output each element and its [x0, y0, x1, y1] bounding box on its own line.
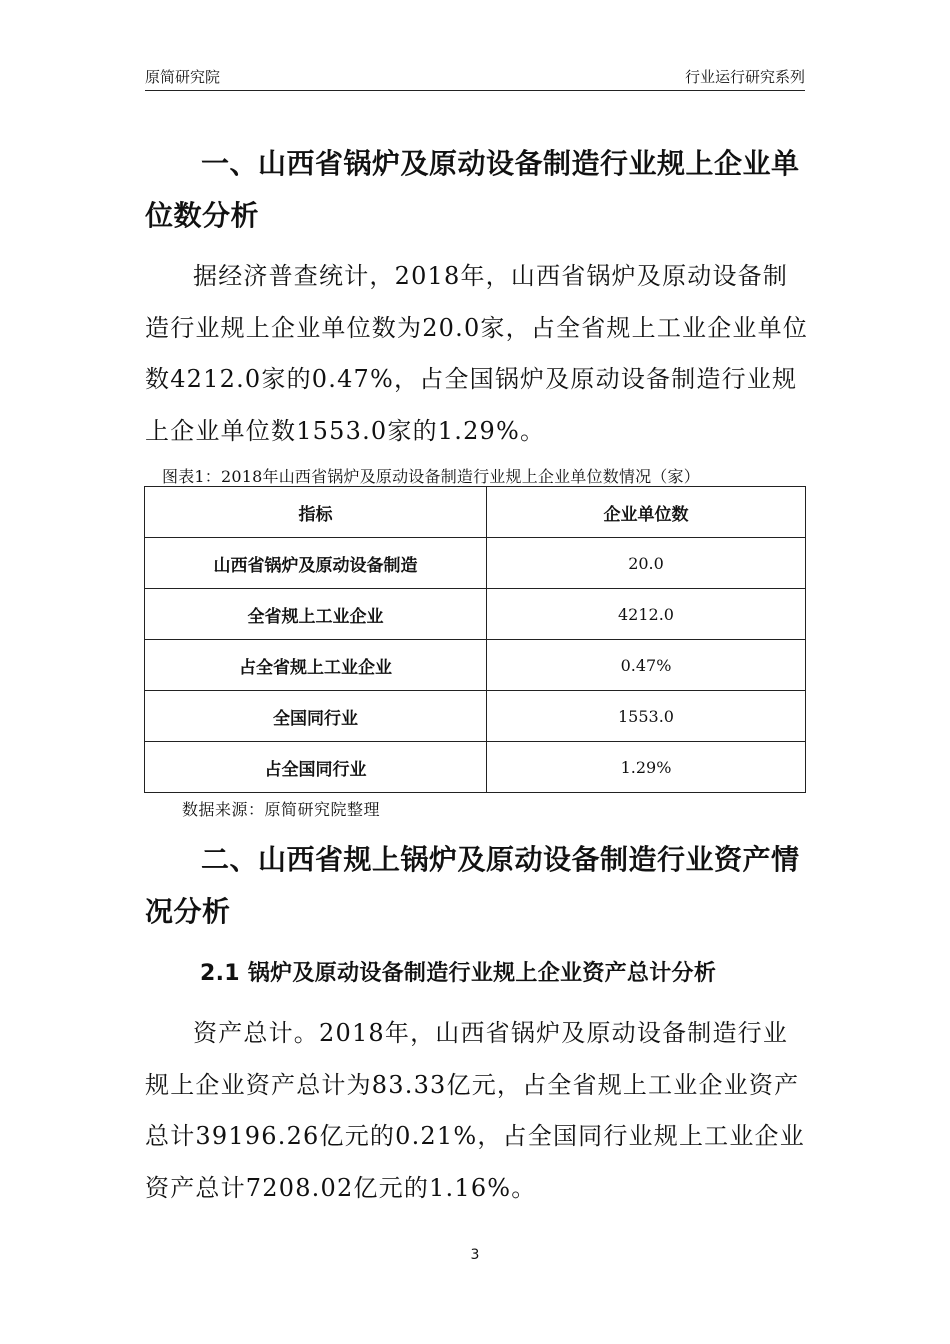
- table-row: [145, 742, 806, 793]
- table-source-note: 数据来源：原简研究院整理: [182, 800, 381, 819]
- section1-title: [145, 138, 805, 242]
- enterprise-count-table: [144, 486, 806, 793]
- table-cell-label: 全省规上工业企业: [145, 589, 487, 640]
- table-cell-label: 占全省规上工业企业: [145, 640, 487, 691]
- table-cell-value: 1.29%: [487, 742, 806, 793]
- page-number: 3: [470, 1247, 480, 1263]
- section2-title: [145, 834, 805, 938]
- table-cell-value: 1553.0: [487, 691, 806, 742]
- header-org-name: 原简研究院: [145, 68, 221, 86]
- table-cell-value: 0.47%: [487, 640, 806, 691]
- table-cell-value: 20.0: [487, 538, 806, 589]
- table-row: [145, 640, 806, 691]
- table-header-count: 企业单位数: [487, 487, 806, 538]
- table-header-indicator: 指标: [145, 487, 487, 538]
- table-cell-label: 占全国同行业: [145, 742, 487, 793]
- section1-title-line1: 一、山西省锅炉及原动设备制造行业规上企业单: [201, 147, 800, 180]
- table-row: [145, 538, 806, 589]
- page-header: [145, 62, 805, 91]
- section1-paragraph: 据经济普查统计，2018年，山西省锅炉及原动设备制造行业规上企业单位数为20.0家，占全省规上工业企业单位数4212.0家的0.47%，占全国锅炉及原动设备制造行业规上企业单位数1553.0家的1.29%。: [145, 262, 809, 445]
- section2-subtitle: 2.1 锅炉及原动设备制造行业规上企业资产总计分析: [200, 961, 717, 986]
- section2-title-line2: 况分析: [145, 895, 231, 928]
- table-cell-value: 4212.0: [487, 589, 806, 640]
- section2-title-line1: 二、山西省规上锅炉及原动设备制造行业资产情: [201, 843, 800, 876]
- table-cell-label: 全国同行业: [145, 691, 487, 742]
- section1-title-line2: 位数分析: [145, 199, 260, 232]
- section2-paragraph: 资产总计。2018年，山西省锅炉及原动设备制造行业规上企业资产总计为83.33亿元，占全省规上工业企业资产总计39196.26亿元的0.21%，占全国同行业规上工业企业资产总计7208.02亿元的1.16%。: [145, 1019, 805, 1202]
- table-header-row: [145, 487, 806, 538]
- table-row: [145, 589, 806, 640]
- header-series-name: 行业运行研究系列: [684, 68, 805, 86]
- table-row: [145, 691, 806, 742]
- table-cell-label: 山西省锅炉及原动设备制造: [145, 538, 487, 589]
- table-caption: 图表1：2018年山西省锅炉及原动设备制造行业规上企业单位数情况（家）: [162, 467, 700, 486]
